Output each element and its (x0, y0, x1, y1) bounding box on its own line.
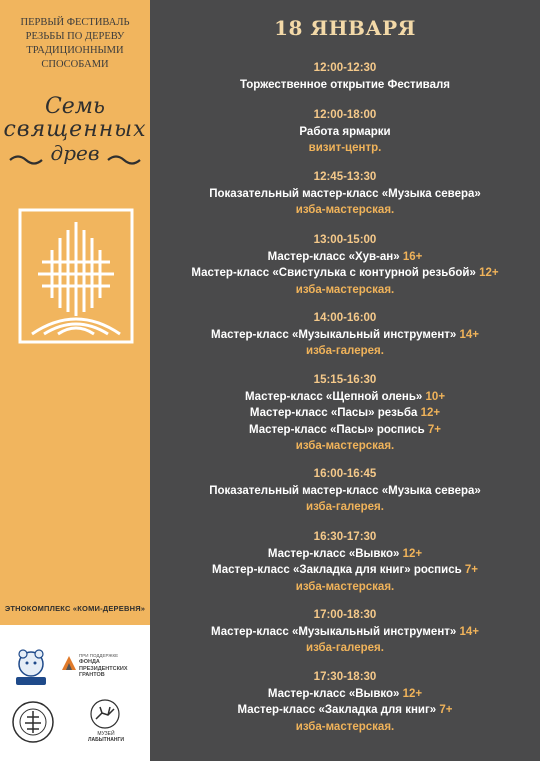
event-time: 16:00-16:45 (313, 468, 377, 480)
event-line (150, 249, 540, 266)
festival-title-line: ПЕРВЫЙ ФЕСТИВАЛЬ (20, 17, 130, 28)
museum-name (78, 731, 134, 743)
event-age: 12+ (402, 547, 423, 560)
event-age: 14+ (459, 328, 480, 341)
event-time: 12:45-13:30 (313, 171, 377, 183)
event-place: изба-мастерская. (295, 580, 395, 593)
festival-title-line: РЕЗЬБЫ ПО ДЕРЕВУ (25, 31, 125, 42)
festival-title (4, 16, 146, 72)
museum-name-line: ЛАБЫТНАНГИ (88, 737, 124, 743)
event-place: изба-мастерская. (295, 440, 395, 452)
event-line (150, 327, 540, 344)
event-age: 16+ (402, 250, 423, 263)
event-line (150, 124, 540, 141)
event-line (150, 562, 540, 579)
event-time: 17:30-18:30 (313, 671, 377, 683)
presidential-grants-fund-logo (62, 653, 146, 685)
event-title: Мастер-класс «Музыкальный инструмент» (210, 625, 457, 638)
schedule-event (150, 310, 540, 360)
schedule-panel (150, 0, 540, 761)
event-time: 12:00-18:00 (313, 109, 377, 121)
event-line (150, 77, 540, 94)
event-age: 10+ (425, 390, 446, 403)
event-title: Мастер-класс «Закладка для книг» роспись (212, 564, 462, 576)
swirl-ornament-icon (8, 150, 142, 170)
event-line (150, 186, 540, 203)
sacred-tree-logo-icon (18, 208, 134, 344)
event-place: изба-мастерская. (295, 204, 395, 216)
event-line (150, 546, 540, 563)
event-line (150, 389, 540, 406)
schedule-event (150, 107, 540, 157)
event-time: 12:00-12:30 (313, 62, 377, 74)
event-title: Показательный мастер-класс «Музыка севера» (209, 484, 481, 497)
event-place: визит-центр. (308, 142, 382, 154)
fund-name (79, 659, 128, 679)
fund-name-line: ГРАНТОВ (79, 672, 105, 678)
grants-fund-emblem-icon (62, 656, 76, 670)
schedule-event (150, 60, 540, 93)
schedule-event (150, 529, 540, 595)
event-age: 7+ (439, 704, 453, 716)
event-line (150, 265, 540, 282)
event-title: Мастер-класс «Вывко» (267, 547, 400, 560)
event-age: 12+ (402, 687, 423, 700)
fund-name-line: ФОНДА (79, 659, 100, 665)
museum-labytnangi-logo (78, 699, 138, 749)
event-title: Мастер-класс «Вывко» (267, 687, 400, 700)
event-age: 7+ (427, 423, 441, 436)
event-time: 13:00-15:00 (313, 234, 377, 246)
event-title: Торжественное открытие Фестиваля (239, 78, 451, 91)
event-time: 16:30-17:30 (313, 531, 377, 543)
fund-name-line: ПРЕЗИДЕНТСКИХ (79, 665, 128, 672)
event-line (150, 483, 540, 500)
event-title: Мастер-класс «Свистулька с контурной резьбой» (191, 267, 476, 279)
event-place: изба-галерея. (306, 345, 384, 357)
event-age: 12+ (420, 407, 441, 419)
schedule-date: 18 ЯНВАРЯ (274, 16, 416, 40)
fund-support-label: ПРИ ПОДДЕРЖКЕ (79, 653, 119, 658)
event-title: Мастер-класс «Закладка для книг» (237, 704, 437, 716)
event-title: Мастер-класс «Хув-ан» (267, 250, 400, 263)
event-title: Мастер-класс «Пасы» резьба (249, 407, 418, 419)
event-title: Показательный мастер-класс «Музыка севера» (209, 187, 481, 200)
ethno-complex-label: ЭТНОКОМПЛЕКС «КОМИ-ДЕРЕВНЯ» (4, 604, 146, 613)
event-time: 17:00-18:30 (313, 609, 377, 621)
event-age: 14+ (459, 625, 480, 638)
reindeer-emblem-icon (88, 699, 122, 729)
schedule-event (150, 607, 540, 657)
event-time: 14:00-16:00 (313, 312, 377, 324)
event-place: изба-мастерская. (295, 283, 395, 296)
event-line (150, 624, 540, 641)
brand-line: священных (3, 117, 147, 142)
event-line (150, 702, 540, 719)
event-place: изба-мастерская. (295, 720, 395, 733)
event-line (150, 405, 540, 422)
schedule-event (150, 466, 540, 516)
festival-round-emblem-icon (10, 699, 56, 745)
event-age: 7+ (464, 564, 478, 576)
brand-line: Семь (44, 94, 106, 119)
schedule-event (150, 669, 540, 735)
event-line (150, 686, 540, 703)
schedule-event (150, 372, 540, 455)
museum-name-line: МУЗЕЙ (97, 731, 115, 737)
sponsors-area (0, 625, 150, 761)
schedule-event (150, 232, 540, 298)
festival-title-line: ТРАДИЦИОННЫМИ (26, 45, 124, 56)
event-title: Мастер-класс «Щепной олень» (244, 390, 423, 403)
brand-line: древ (50, 141, 100, 165)
event-title: Мастер-класс «Музыкальный инструмент» (210, 328, 457, 341)
event-title: Работа ярмарки (299, 125, 391, 138)
event-time: 15:15-16:30 (313, 374, 377, 386)
schedule-event (150, 169, 540, 219)
event-title: Мастер-класс «Пасы» роспись (249, 423, 425, 436)
event-line (150, 422, 540, 439)
event-place: изба-галерея. (306, 501, 384, 513)
bear-mascot-logo-icon (12, 647, 50, 687)
event-age: 12+ (479, 267, 499, 279)
event-place: изба-галерея. (306, 642, 384, 654)
festival-title-line: СПОСОБАМИ (41, 59, 109, 70)
